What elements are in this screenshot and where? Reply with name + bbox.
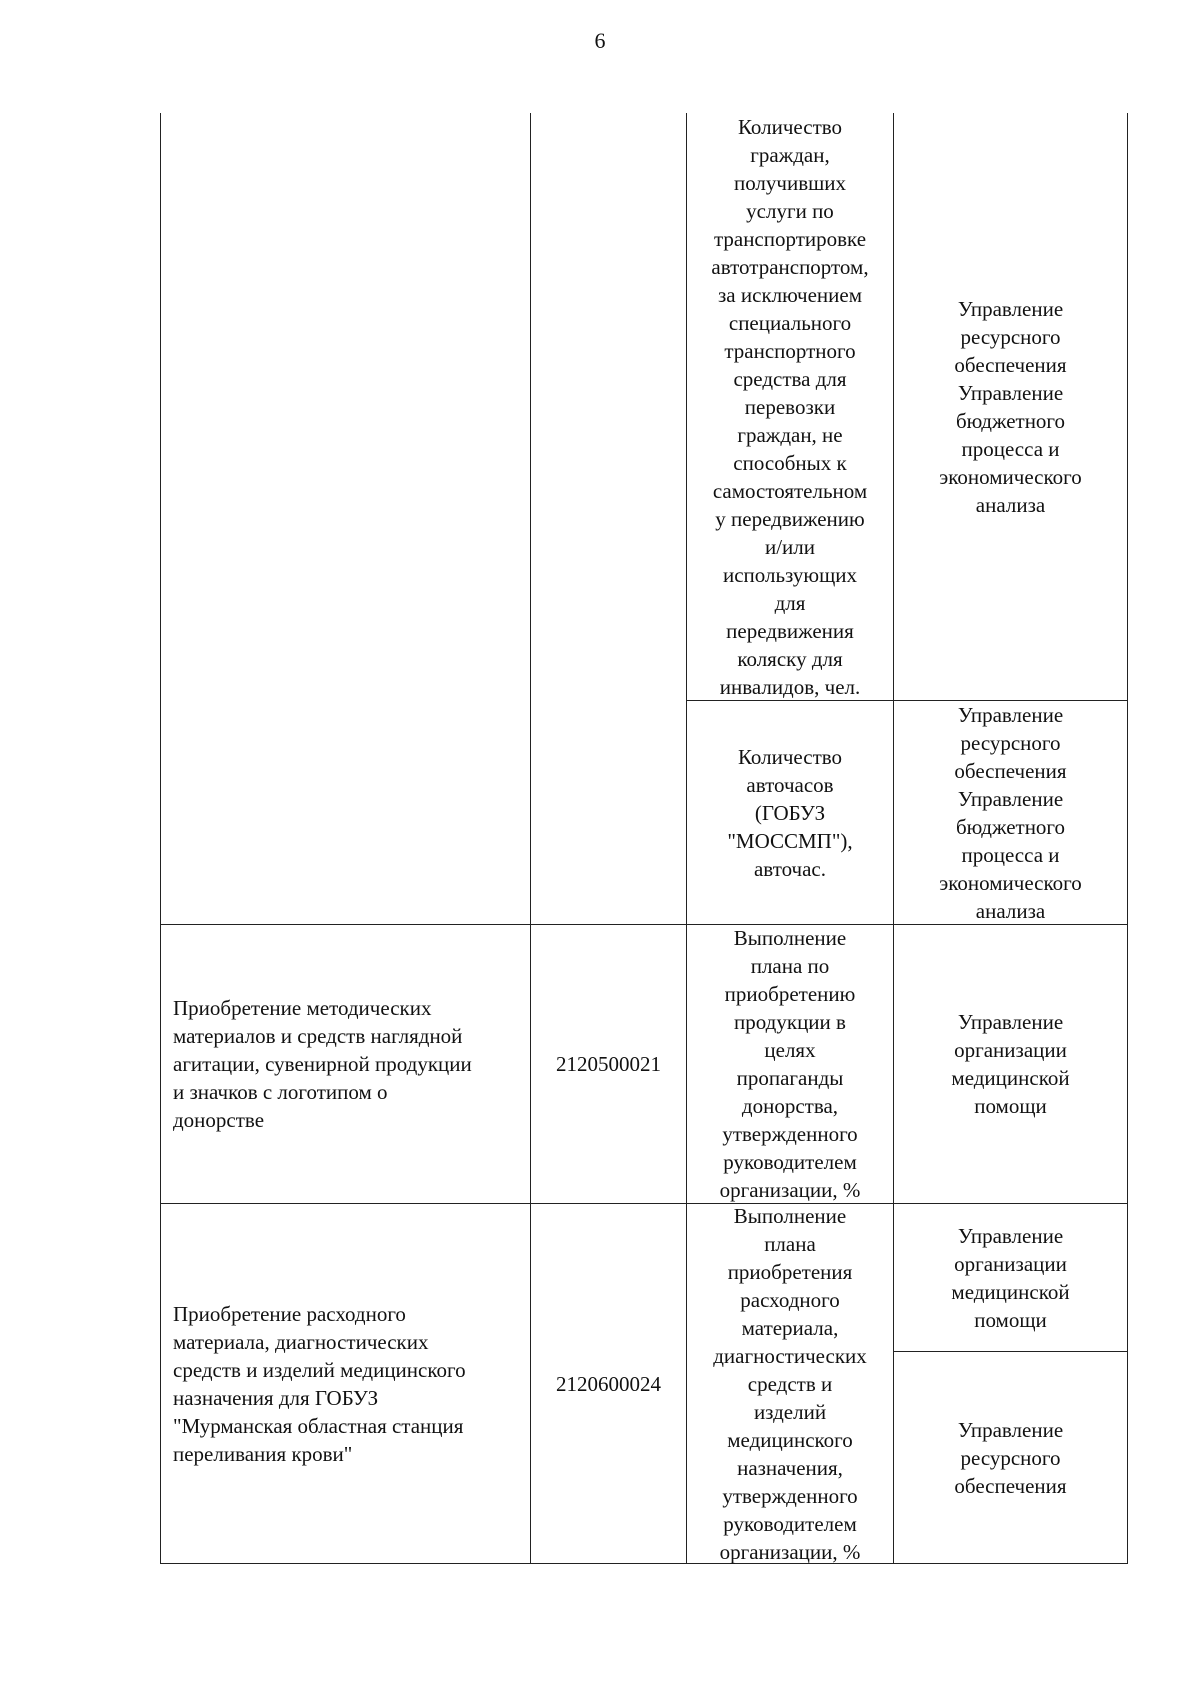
- row2-responsible: Управление организации медицинской помощи: [951, 1010, 1070, 1118]
- row3-responsible-2: Управление ресурсного обеспечения: [954, 1417, 1067, 1498]
- row2-name: Приобретение методических материалов и средств наглядной агитации, сувенирной продукции и значков с логотипом о донорстве: [173, 996, 472, 1132]
- row3-name: Приобретение расходного материала, диагностических средств и изделий медицинского назначения для ГОБУЗ "Мурманская областная станция переливания крови": [173, 1301, 466, 1466]
- row3-code: 2120600024: [556, 1371, 661, 1396]
- row1-responsible-1: Управление ресурсного обеспечения Управление бюджетного процесса и экономического анализа: [939, 296, 1082, 517]
- row1-indicator-2: Количество авточасов (ГОБУЗ "МОССМП"), авточас.: [727, 744, 853, 881]
- row1-indicator-1: Количество граждан, получивших услуги по транспортировке автотранспортом, за исключением специального транспортного средства для перевозки граждан, не способных к самостоятельном у передвижению и/или использующих для передвижения коляску для инвалидов, чел.: [711, 114, 869, 699]
- page-number: 6: [594, 28, 606, 53]
- row3-responsible-1: Управление организации медицинской помощи: [951, 1223, 1070, 1332]
- row2-code: 2120500021: [556, 1052, 661, 1076]
- table-border-bottom: [160, 1563, 1128, 1564]
- table-border-right: [1127, 113, 1128, 1563]
- row2-indicator: Выполнение плана по приобретению продукции в целях пропаганды донорства, утвержденного руководителем организации, %: [719, 926, 861, 1202]
- row1-responsible-2: Управление ресурсного обеспечения Управление бюджетного процесса и экономического анализа: [939, 702, 1082, 923]
- row3-indicator: Выполнение плана приобретения расходного материала, диагностических средств и изделий медицинского назначения, утвержденного руководителем организации, %: [713, 1203, 867, 1564]
